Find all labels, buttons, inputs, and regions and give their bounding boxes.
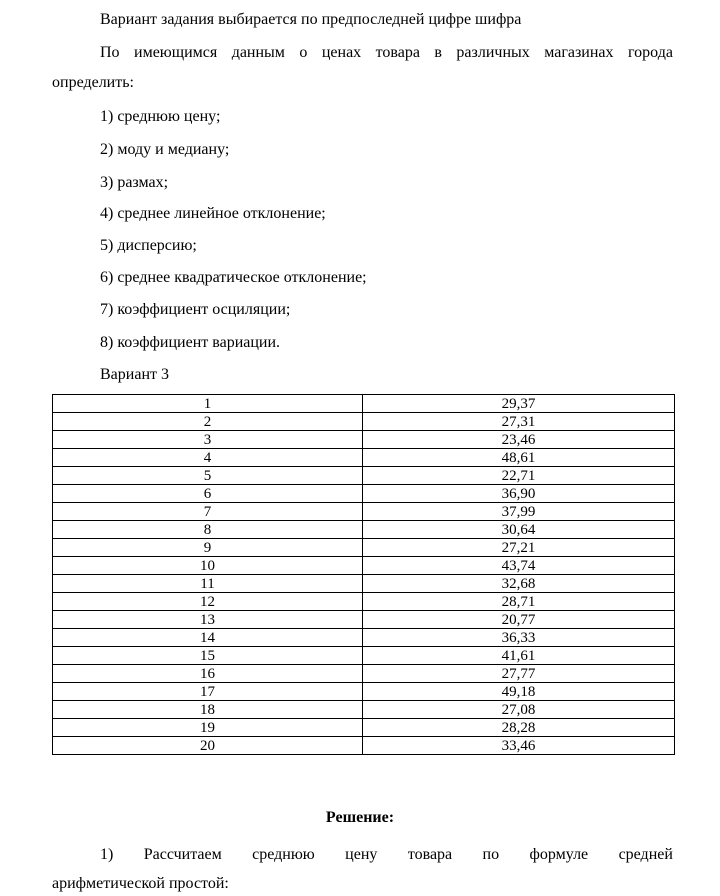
- store-number: 13: [53, 611, 363, 629]
- table-row: [53, 629, 675, 647]
- price-value: 37,99: [363, 503, 675, 521]
- store-number: 20: [53, 737, 363, 755]
- intro-line-1: Вариант задания выбирается по предпоследней цифре шифра: [100, 11, 522, 28]
- price-value: 27,08: [363, 701, 675, 719]
- price-value: 28,71: [363, 593, 675, 611]
- intro-word: о: [299, 44, 308, 61]
- store-number: 9: [53, 539, 363, 557]
- intro-word: в: [434, 44, 442, 61]
- table-row: [53, 611, 675, 629]
- table-row: [53, 431, 675, 449]
- price-value: 48,61: [363, 449, 675, 467]
- store-number: 8: [53, 521, 363, 539]
- price-table: [52, 394, 675, 755]
- store-number: 12: [53, 593, 363, 611]
- intro-word: По: [100, 44, 120, 61]
- table-row: [53, 719, 675, 737]
- task-item: 2) моду и медиану;: [100, 141, 230, 158]
- table-row: [53, 701, 675, 719]
- solution-word: Рассчитаем: [143, 846, 222, 863]
- store-number: 6: [53, 485, 363, 503]
- table-row: [53, 575, 675, 593]
- price-value: 49,18: [363, 683, 675, 701]
- price-value: 27,31: [363, 413, 675, 431]
- table-row: [53, 467, 675, 485]
- solution-line-1: [100, 845, 673, 865]
- store-number: 17: [53, 683, 363, 701]
- table-row: [53, 665, 675, 683]
- price-value: 32,68: [363, 575, 675, 593]
- price-value: 43,74: [363, 557, 675, 575]
- intro-word: данным: [231, 44, 285, 61]
- table-row: [53, 683, 675, 701]
- store-number: 1: [53, 395, 363, 413]
- price-value: 29,37: [363, 395, 675, 413]
- table-row: [53, 539, 675, 557]
- price-value: 28,28: [363, 719, 675, 737]
- table-row: [53, 521, 675, 539]
- table-row: [53, 503, 675, 521]
- table-row: [53, 395, 675, 413]
- store-number: 15: [53, 647, 363, 665]
- table-row: [53, 647, 675, 665]
- intro-word: различных: [456, 44, 530, 61]
- store-number: 3: [53, 431, 363, 449]
- solution-word: среднюю: [252, 846, 315, 863]
- table-row: [53, 485, 675, 503]
- solution-word: 1): [100, 846, 114, 863]
- table-row: [53, 593, 675, 611]
- table-row: [53, 737, 675, 755]
- solution-word: товара: [407, 846, 453, 863]
- table-row: [53, 557, 675, 575]
- price-value: 27,21: [363, 539, 675, 557]
- intro-word: магазинах: [544, 44, 614, 61]
- task-item: 7) коэффициент осциляции;: [100, 301, 291, 318]
- price-value: 27,77: [363, 665, 675, 683]
- price-table-body: [53, 395, 675, 755]
- price-value: 33,46: [363, 737, 675, 755]
- store-number: 14: [53, 629, 363, 647]
- table-row: [53, 413, 675, 431]
- intro-word: товара: [375, 44, 420, 61]
- store-number: 2: [53, 413, 363, 431]
- intro-word: ценах: [321, 44, 362, 61]
- task-item: 6) среднее квадратическое отклонение;: [100, 269, 367, 286]
- table-row: [53, 449, 675, 467]
- store-number: 7: [53, 503, 363, 521]
- price-value: 36,33: [363, 629, 675, 647]
- solution-word: по: [482, 846, 500, 863]
- intro-word: имеющимся: [134, 44, 218, 61]
- solution-word: средней: [618, 846, 673, 863]
- store-number: 19: [53, 719, 363, 737]
- task-item: 1) среднюю цену;: [100, 108, 221, 125]
- price-value: 22,71: [363, 467, 675, 485]
- intro-line-3: определить:: [52, 74, 134, 91]
- solution-heading: Решение:: [325, 809, 395, 826]
- store-number: 16: [53, 665, 363, 683]
- store-number: 18: [53, 701, 363, 719]
- solution-word: формуле: [529, 846, 589, 863]
- solution-word: цену: [345, 846, 378, 863]
- task-item: 8) коэффициент вариации.: [100, 334, 281, 351]
- task-item: 5) дисперсию;: [100, 237, 197, 254]
- task-item: 3) размах;: [100, 174, 169, 191]
- store-number: 10: [53, 557, 363, 575]
- price-value: 36,90: [363, 485, 675, 503]
- variant-label: Вариант 3: [100, 366, 169, 383]
- store-number: 4: [53, 449, 363, 467]
- price-value: 41,61: [363, 647, 675, 665]
- price-value: 23,46: [363, 431, 675, 449]
- intro-word: города: [627, 44, 673, 61]
- task-item: 4) среднее линейное отклонение;: [100, 205, 326, 222]
- price-value: 20,77: [363, 611, 675, 629]
- store-number: 5: [53, 467, 363, 485]
- price-value: 30,64: [363, 521, 675, 539]
- solution-line-2: арифметической простой:: [52, 875, 229, 892]
- intro-line-2: [100, 43, 673, 63]
- store-number: 11: [53, 575, 363, 593]
